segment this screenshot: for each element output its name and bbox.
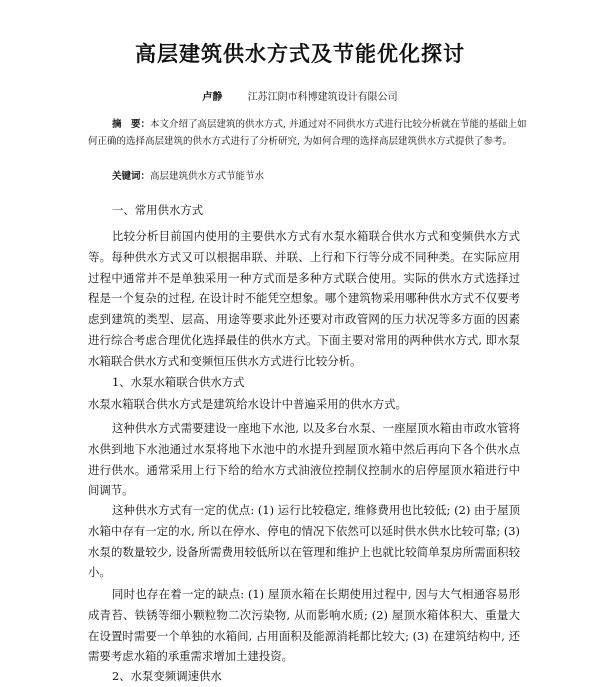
author-affiliation: 江苏江阴市科博建筑设计有限公司 [247,92,398,103]
subsection-1-heading: 1、水泵水箱联合供水方式 [112,375,245,389]
abstract-text: 本文介绍了高层建筑的供水方式, 并通过对不同供水方式进行比较分析就在节能的基础上如何正确的选择高层建筑的供水方式进行了分析研究, 为如何合理的选择高层建筑供水方式提供了参考。 [88,119,527,147]
subsection-1-paragraph-3: 这种供水方式有一定的优点: (1) 运行比较稳定, 维修费用也比较低; (2) 由于屋顶水箱中存有一定的水, 所以在停水、停电的情况下依然可以延时供水供水比较可靠; (3) 水泵的数量较少, 设备所需费用较低所以在管理和维护上也就比较简单泵房所需面积较小。 [88,503,520,580]
paper-title: 高层建筑供水方式及节能优化探讨 [135,41,465,66]
abstract-label: 摘 要： [112,119,151,130]
author-name: 卢静 [202,92,223,103]
author-line [0,88,600,103]
subsection-1-intro: 水泵水箱联合供水方式是建筑给水设计中普遍采用的供水方式。 [88,397,407,411]
section-1-paragraph: 比较分析目前国内使用的主要供水方式有水泵水箱联合供水方式和变频供水方式等。每种供水方式又可以根据串联、并联、上行和下行等分成不同种类。在实际应用过程中通常并不是单独采用一种方式而是多种方式联合使用。实际的供水方式选择过程是一个复杂的过程, 在设计时不能凭空想象。哪个建筑物采用哪种供水方式不仅要考虑到建筑的类型、层高、用途等要求此外还要对市政管网的压力状况等多方面的因素进行综合考虑合理优化选择最佳的供水方式。下面主要对常用的两种供水方式, 即水泵水箱联合供水方式和变频恒压供水方式进行比较分析。 [88,229,520,368]
keywords [88,168,528,185]
keywords-text: 高层建筑供水方式节能节水 [150,171,265,182]
subsection-1-paragraph-2: 这种供水方式需要建设一座地下水池, 以及多台水泵、一座屋顶水箱由市政水管将水供到地下水池通过水泵将地下水池中的水提升到屋顶水箱中然后再向下各个供水点进行供水。通常采用上行下给的给水方式油液位控制仪控制水的启停屋顶水箱进行中间调节。 [88,421,520,498]
abstract [88,116,528,150]
subsection-1-paragraph-4: 同时也存在着一定的缺点: (1) 屋顶水箱在长期使用过程中, 因与大气相通容易形成青苔、铁锈等细小颗粒物二次污染物, 从而影响水质; (2) 屋顶水箱体积大、重量大在设置时需要一个单独的水箱间, 占用面积及能源消耗都比较大; (3) 在建筑结构中, 还需要考虑水箱的承重需求增加土建投资。 [88,587,520,664]
section-1-heading: 一、常用供水方式 [112,203,204,217]
keywords-label: 关键词： [112,171,151,182]
subsection-2-heading: 2、水泵变频调速供水 [112,669,222,683]
